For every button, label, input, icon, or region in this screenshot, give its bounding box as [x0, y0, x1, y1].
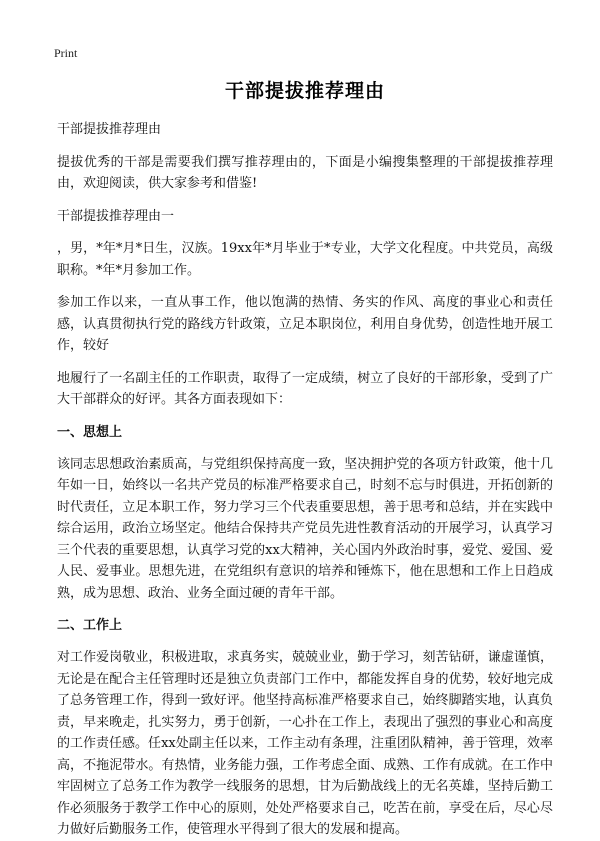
document-body — [57, 78, 553, 841]
document-title: 干部提拔推荐理由 — [224, 80, 385, 102]
work-summary-paragraph: 参加工作以来，一直从事工作，他以饱满的热情、务实的作风、高度的事业心和责任感，认真贯彻执行党的路线方针政策，立足本职岗位，利用自身优势，创造性地开展工作，较好 — [57, 295, 553, 353]
performance-paragraph: 地履行了一名副主任的工作职责，取得了一定成绩，树立了良好的干部形象，受到了广大干部群众的好评。其各方面表现如下： — [57, 370, 553, 407]
document-subtitle: 干部提拔推荐理由 — [57, 122, 162, 137]
profile-paragraph: ，男，*年*月*日生，汉族。19xx年*月毕业于*专业，大学文化程度。中共党员，高级职称。*年*月参加工作。 — [57, 241, 553, 278]
intro-paragraph: 提拔优秀的干部是需要我们撰写推荐理由的，下面是小编搜集整理的干部提拔推荐理由，欢迎阅读，供大家参考和借鉴! — [57, 154, 553, 191]
ideology-paragraph: 该同志思想政治素质高，与党组织保持高度一致，坚决拥护党的各项方针政策，他十几年如一日，始终以一名共产党员的标准严格要求自己，时刻不忘与时俱进，开拓创新的时代责任，立足本职工作，努力学习三个代表重要思想，善于思考和总结，并在实践中综合运用，政治立场坚定。他结合保持共产党员先进性教育活动的开展学习，认真学习三个代表的重要思想，认真学习党的xx大精神，关心国内外政治时事，爱党、爱国、爱人民、爱事业。思想先进，在党组织有意识的培养和锤炼下，他在思想和工作上日趋成熟，成为思想、政治、业务全面过硬的青年干部。 — [57, 456, 553, 601]
print-link[interactable]: Print — [54, 46, 78, 60]
section-heading-work: 二、工作上 — [57, 618, 123, 633]
section-title: 干部提拔推荐理由一 — [57, 208, 175, 224]
section-heading-ideology: 一、思想上 — [57, 424, 123, 440]
work-paragraph: 对工作爱岗敬业，积极进取，求真务实，兢兢业业，勤于学习，刻苦钻研，谦虚谨慎，无论是在配合主任管理时还是独立负责部门工作中，都能发挥自身的优势，较好地完成了总务管理工作，得到一致好评。他坚持高标准严格要求自己，始终脚踏实地，认真负责，早来晚走，扎实努力，勇于创新，一心扑在工作上，表现出了强烈的事业心和高度的工作责任感。任xx处副主任以来，工作主动有条理，注重团队精神，善于管理，效率高，不拖泥带水。有热情，业务能力强，工作考虑全面、成熟、工作有成就。在工作中牢固树立了总务工作为教学一线服务的思想，甘为后勤战线上的无名英雄，坚持后勤工作必须服务于教学工作中心的原则，处处严格要求自己，吃苦在前，享受在后，尽心尽力做好后勤服务工作，使管理水平得到了很大的发展和提高。 — [57, 650, 553, 837]
